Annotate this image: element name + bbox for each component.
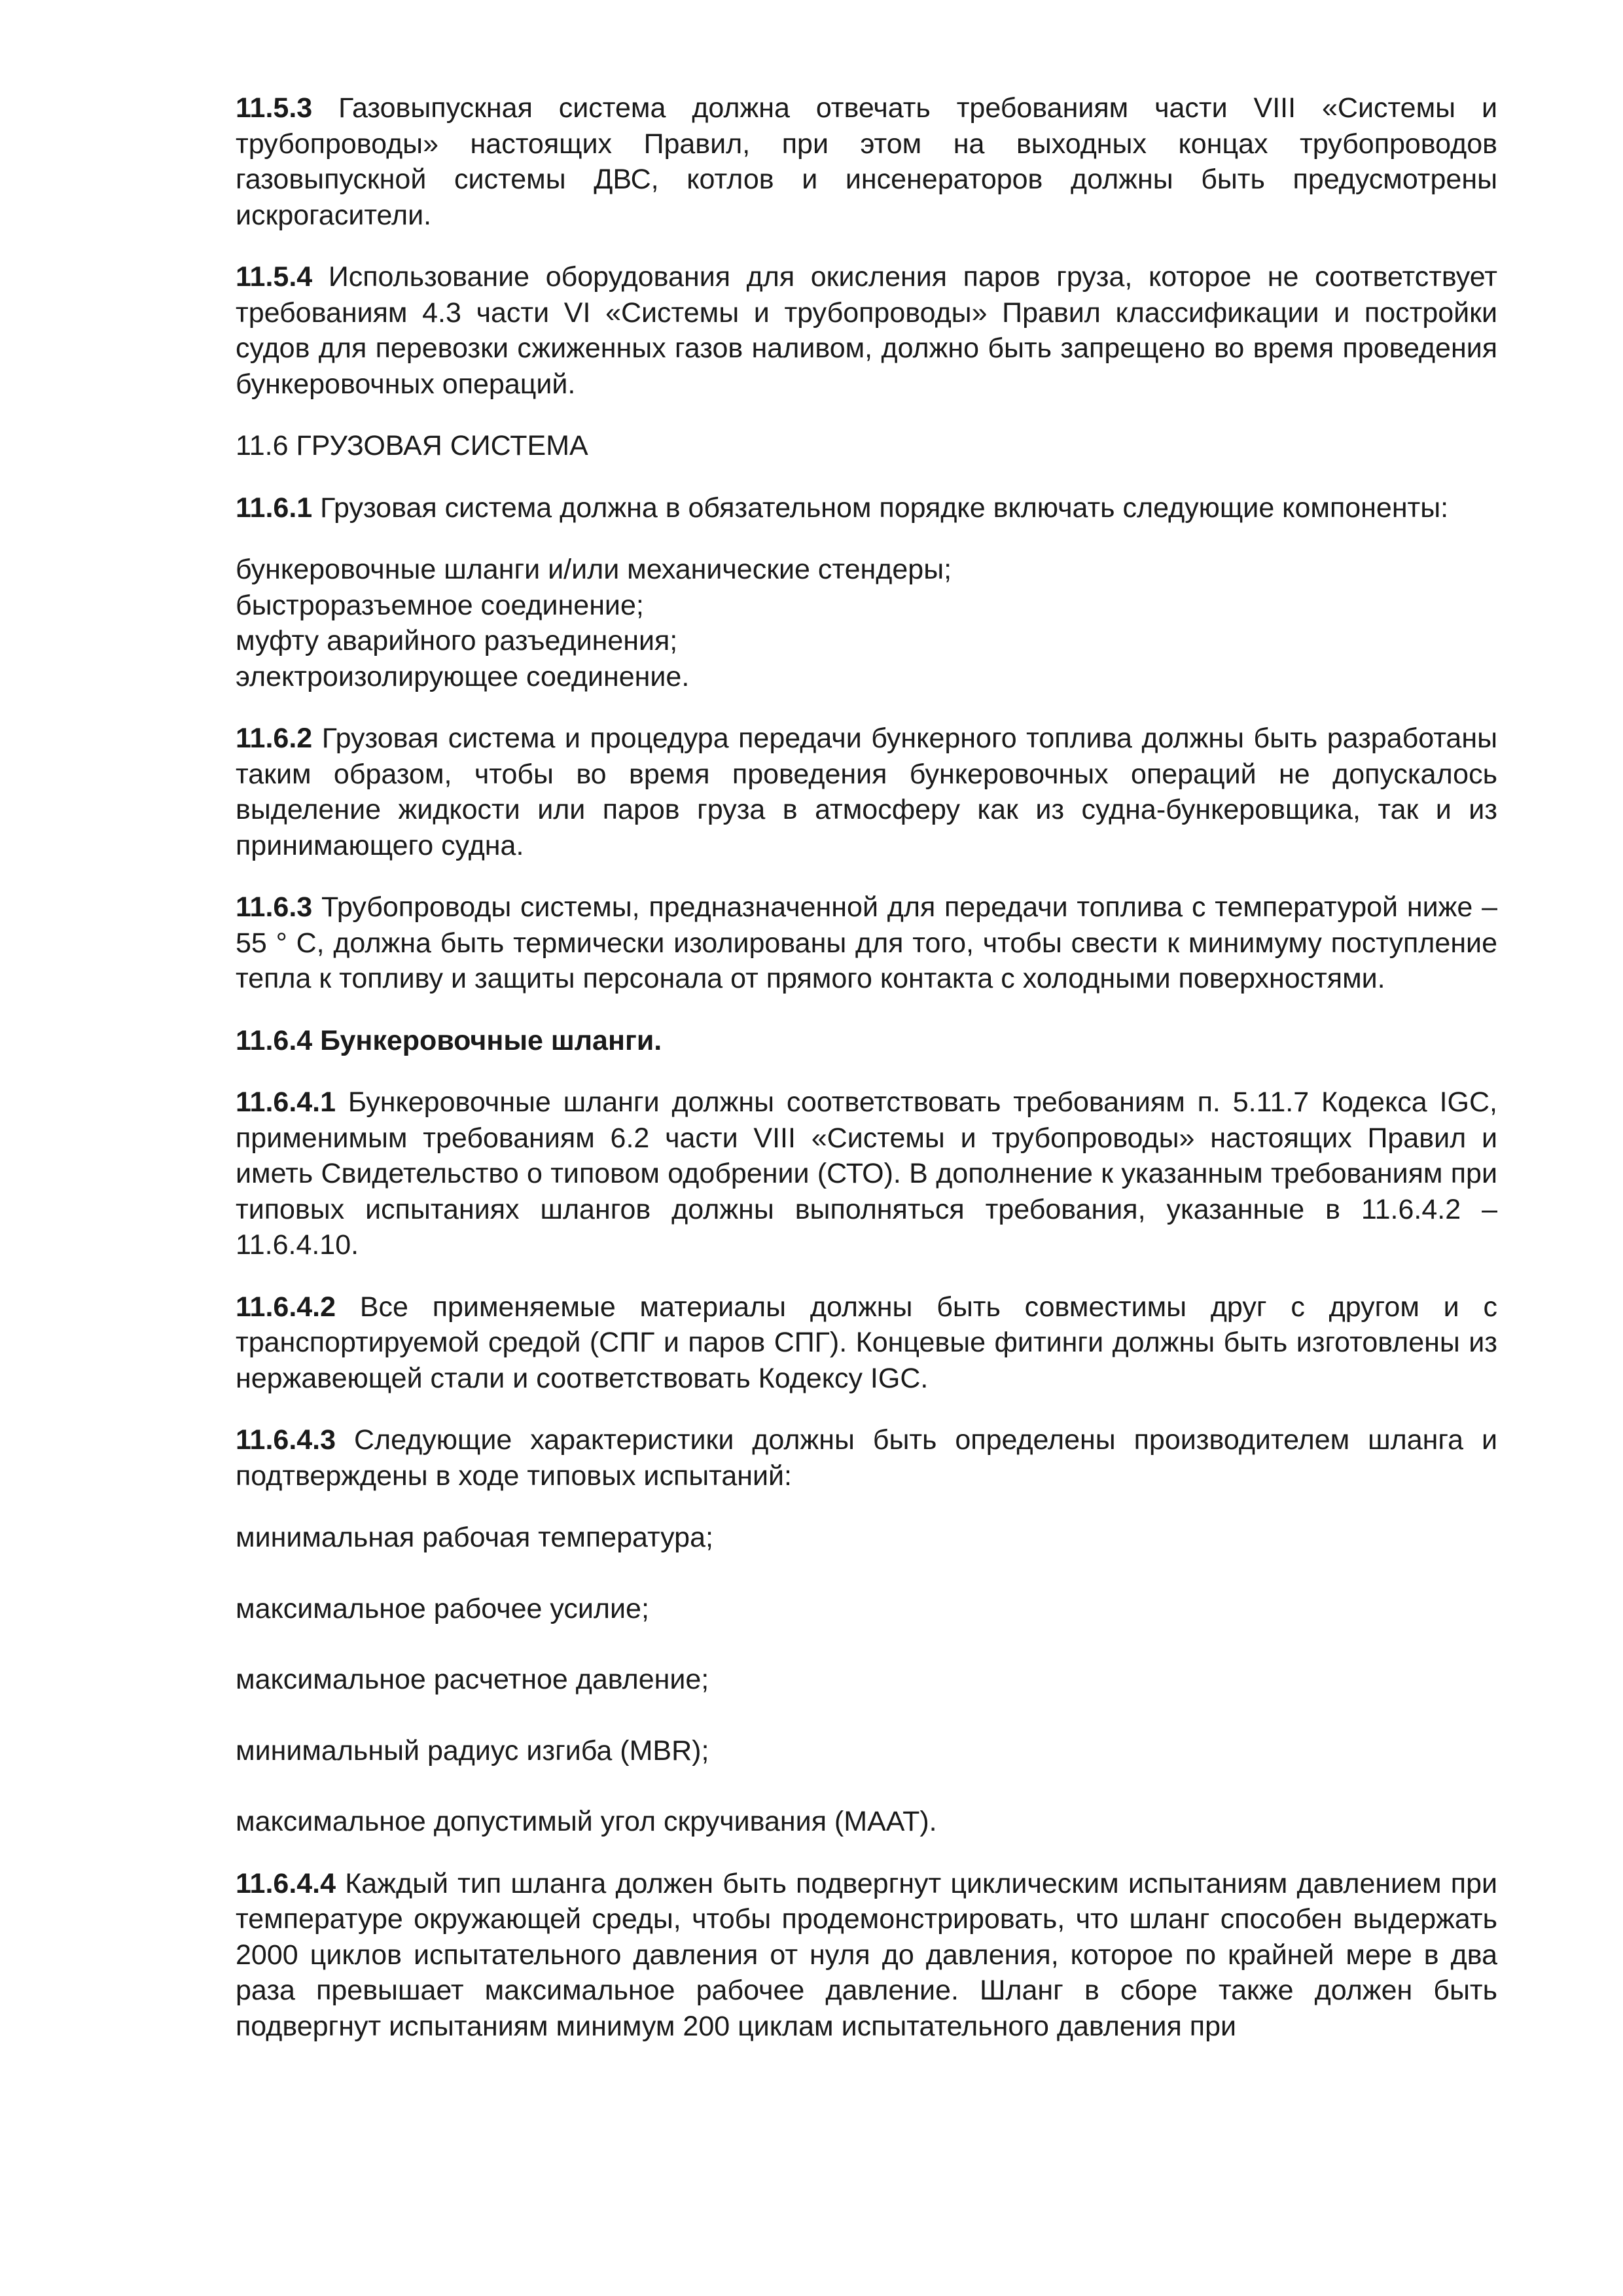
section-heading-11-6: 11.6 ГРУЗОВАЯ СИСТЕМА [236, 430, 588, 461]
paragraph-text: Грузовая система и процедура передачи бункерного топлива должны быть разработаны таким образом, чтобы во время проведения бункеровочных операций не допускалось выделение жидкости или паров груза в атмосферу как из судна-бункеровщика, так и из принимающего судна. [236, 723, 1497, 861]
document-page [236, 90, 1497, 2044]
paragraph-text: Бункеровочные шланги должны соответствовать требованиям п. 5.11.7 Кодекса IGC, применимым требованиям 6.2 части VIII «Системы и трубопроводы» настоящих Правил и иметь Свидетельство о типовом одобрении (СТО). В дополнение к указанным требованиям при типовых испытаниях шлангов должны выполняться требования, указанные в 11.6.4.2 – 11.6.4.10. [236, 1086, 1497, 1261]
section-number: 11.5.4 [236, 261, 313, 293]
paragraph-11-5-3 [236, 90, 1497, 233]
paragraph-text: Грузовая система должна в обязательном порядке включать следующие компоненты: [320, 492, 1449, 524]
list-item: минимальный радиус изгиба (MBR); [236, 1734, 709, 1767]
list-item: максимальное допустимый угол скручивания (МААТ). [236, 1806, 937, 1837]
list-item: бункеровочные шланги и/или механические стендеры; [236, 554, 952, 585]
list-item: максимальное рабочее усилие; [236, 1592, 649, 1624]
components-list [236, 552, 1497, 694]
paragraph-11-6-4-4 [236, 1866, 1497, 2045]
section-number: 11.6.4.3 [236, 1424, 336, 1456]
list-item: муфту аварийного разъединения; [236, 625, 678, 656]
paragraph-text: Следующие характеристики должны быть определены производителем шланга и подтверждены в ходе типовых испытаний: [236, 1424, 1497, 1492]
list-item: быстроразъемное соединение; [236, 589, 644, 621]
section-number: 11.6.3 [236, 891, 313, 923]
paragraph-11-5-4 [236, 259, 1497, 402]
paragraph-text: Каждый тип шланга должен быть подвергнут циклическим испытаниям давлением при температуре окружающей среды, чтобы продемонстрировать, что шланг способен выдержать 2000 циклов испытательного давления от нуля до давления, которое по крайней мере в два раза превышает максимальное рабочее давление. Шланг в сборе также должен быть подвергнут испытаниям минимум 200 циклам испытательного давления при [236, 1867, 1498, 2042]
section-heading-11-6-4: 11.6.4 Бункеровочные шланги. [236, 1024, 662, 1056]
section-number: 11.6.2 [236, 723, 313, 754]
paragraph-11-6-4-1 [236, 1085, 1497, 1263]
characteristics-list [236, 1520, 1497, 1840]
paragraph-text: Все применяемые материалы должны быть совместимы друг с другом и с транспортируемой средой (СПГ и паров СПГ). Концевые фитинги должны быть изготовлены из нержавеющей стали и соответствовать Кодексу IGC. [236, 1291, 1497, 1394]
paragraph-text: Трубопроводы системы, предназначенной для передачи топлива с температурой ниже – 55 ° С, должна быть термически изолированы для того, чтобы свести к минимуму поступление тепла к топливу и защиты персонала от прямого контакта с холодными поверхностями. [236, 891, 1497, 994]
section-number: 11.6.4.4 [236, 1867, 336, 1899]
paragraph-text: Газовыпускная система должна отвечать требованиям части VIII «Системы и трубопроводы» настоящих Правил, при этом на выходных концах трубопроводов газовыпускной системы ДВС, котлов и инсенераторов должны быть предусмотрены искрогасители. [236, 92, 1497, 231]
paragraph-11-6-3 [236, 889, 1497, 997]
list-item: электроизолирующее соединение. [236, 660, 690, 692]
section-number: 11.5.3 [236, 92, 313, 124]
paragraph-11-6-1 [236, 490, 1497, 526]
list-item: минимальная рабочая температура; [236, 1522, 713, 1553]
section-number: 11.6.4.2 [236, 1291, 336, 1323]
paragraph-11-6-2 [236, 721, 1497, 863]
section-number: 11.6.4.1 [236, 1086, 336, 1118]
list-item: максимальное расчетное давление; [236, 1664, 709, 1695]
paragraph-11-6-4-2 [236, 1289, 1497, 1397]
paragraph-11-6-4-3 [236, 1422, 1497, 1494]
section-number: 11.6.1 [236, 492, 313, 524]
paragraph-text: Использование оборудования для окисления паров груза, которое не соответствует требованиям 4.3 части VI «Системы и трубопроводы» Правил классификации и постройки судов для перевозки сжиженных газов наливом, должно быть запрещено во время проведения бункеровочных операций. [236, 261, 1497, 400]
